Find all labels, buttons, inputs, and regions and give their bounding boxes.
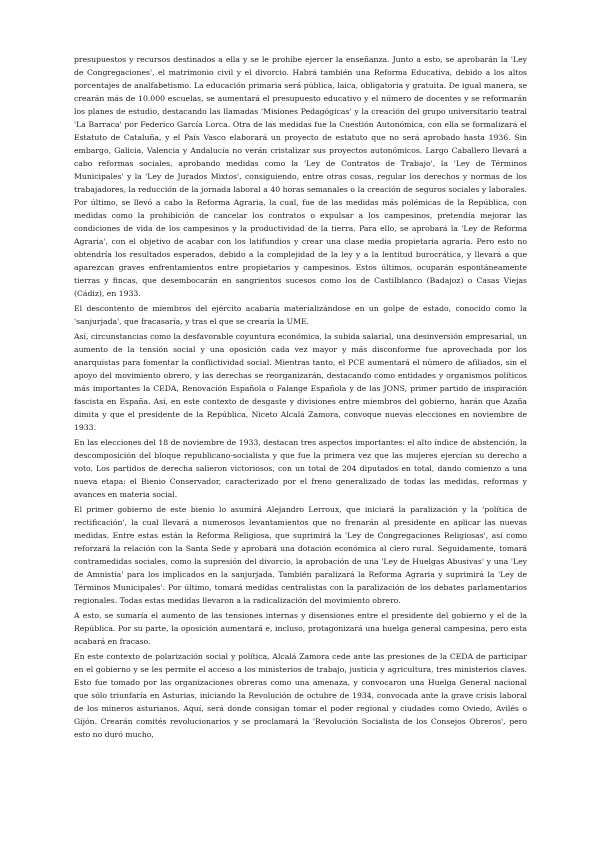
document-body	[74, 53, 527, 741]
paragraph-social-tension: Así, circunstancias como la desfavorable coyuntura económica, la subida salarial, una desinversión empresarial, un aumento de la tensión social y una oposición cada vez mayor y más disconforme fue aprovechada por los anarquistas para fomentar la conflictividad social. Mientras tanto, el PCE aumentará el número de afiliados, sin el apoyo del movimiento obrero, y las derechas se reorganizarán, destacando como entidades y organismos políticos más importantes la CEDA, Renovación Española o Falange Española y de las JONS, primer partido de inspiración fascista en España. Así, en este contexto de desgaste y divisiones entre miembros del gobierno, harán que Azaña dimita y que el presidente de la República, Niceto Alcalá Zamora, convoque nuevas elecciones en noviembre de 1933.	[74, 332, 527, 432]
paragraph-revolution-1934: En este contexto de polarización social y política, Alcalá Zamora cede ante las presiones de la CEDA de participar en el gobierno y se les permite el acceso a los ministerios de trabajo, justicia y agricultura, tres ministerios claves. Esto fue tomado por las organizaciones obreras como una amenaza, y convocaron una Huelga General nacional que sólo triunfaría en Asturias, iniciando la Revolución de octubre de 1934, convocada ante la grave crisis laboral de los mineros asturianos. Aquí, será donde consigan tomar el poder regional y ciudades como Oviedo, Avilés o Gijón. Crearán comités revolucionarios y se proclamará la 'Revolución Socialista de los Consejos Obreros', pero esto no duró mucho,	[74, 652, 527, 739]
paragraph-sanjurjada: El descontento de miembros del ejército acabaría materializándose en un golpe de estado, conocido como la 'sanjurjada', que fracasaría, y tras el que se crearía la UME.	[74, 304, 527, 326]
paragraph-lerroux-government: El primer gobierno de este bienio lo asumirá Alejandro Lerroux, que iniciará la paralización y la 'política de rectificación', la cual llevará a numerosos levantamientos que no frenarán al presidente en aplicar las nuevas medidas. Entre estas están la Reforma Religiosa, que suprimirá la 'Ley de Congregaciones Religiosas', así como reforzará la relación con la Santa Sede y aprobará una dotación económica al clero rural. Seguidamente, tomará contramedidas sociales, como la supresión del divorcio, la aprobación de una 'Ley de Huelgas Abusivas' y una 'Ley de Amnistía' para los implicados en la sanjurjada. También paralizará la Reforma Agraria y suprimirá la 'Ley de Términos Municipales'. Por último, tomará medidas centralistas con la paralización de los debates parlamentarios regionales. Todas estas medidas llevaron a la radicalización del movimiento obrero.	[74, 505, 527, 605]
paragraph-tensions: A esto, se sumaría el aumento de las tensiones internas y disensiones entre el presidente del gobierno y el de la República. Por su parte, la oposición aumentará e, incluso, protagonizará una huelga general campesina, pero esta acabará en fracaso.	[74, 611, 527, 646]
paragraph-elections-1933: En las elecciones del 18 de noviembre de 1933, destacan tres aspectos importantes: el alto índice de abstención, la descomposición del bloque republicano-socialista y que fue la primera vez que las mujeres ejercían su derecho a voto. Los partidos de derecha salieron victoriosos, con un total de 204 diputados en total, dando comienzo a una nueva etapa: el Bienio Conservador, caracterizado por el freno generalizado de todas las medidas, reformas y avances en materia social.	[74, 438, 527, 499]
paragraph-reforms: presupuestos y recursos destinados a ella y se le prohíbe ejercer la enseñanza. Junto a esto, se aprobarán la 'Ley de Congregaciones', el matrimonio civil y el divorcio. Habrá también una Reforma Educativa, debido a los altos porcentajes de analfabetismo. La educación primaria será pública, laica, obligatoria y gratuita. De igual manera, se crearán más de 10.000 escuelas, se aumentará el presupuesto educativo y el número de docentes y se reformarán los planes de estudio, destacando las llamadas 'Misiones Pedagógicas' y la creación del grupo universitario teatral 'La Barraca' por Federico García Lorca. Otra de las medidas fue la Cuestión Autonómica, con ella se formalizará el Estatuto de Cataluña, y el País Vasco elaborará un proyecto de estatuto que no será aprobado hasta 1936. Sin embargo, Galicia, Valencia y Andalucía no verán cristalizar sus proyectos autonómicos. Largo Caballero llevará a cabo reformas sociales, aprobando medidas como la 'Ley de Contratos de Trabajo', la 'Ley de Términos Municipales' y la 'Ley de Jurados Mixtos', consiguiendo, entre otras cosas, regular los derechos y normas de los trabajadores, la reducción de la jornada laboral a 40 horas semanales o la creación de seguros sociales y laborales. Por último, se llevó a cabo la Reforma Agraria, la cual, fue de las medidas más polémicas de la República, con medidas como la prohibición de cancelar los contratos o expulsar a los campesinos, pretendía mejorar las condiciones de vida de los campesinos y la productividad de la tierra. Para ello, se aprobará la 'Ley de Reforma Agraria', con el objetivo de acabar con los latifundios y crear una clase media propietaria agraria. Pero esto no obtendría los resultados esperados, debido a la complejidad de la ley y a la lentitud burocrática, y llevará a que aparezcan graves enfrentamientos entre propietarios y campesinos. Estos últimos, ocuparán espontáneamente tierras y fincas, que desembocarán en sangrientos sucesos como los de Castilblanco (Badajoz) o Casas Viejas (Cádiz), en 1933.	[74, 55, 527, 298]
